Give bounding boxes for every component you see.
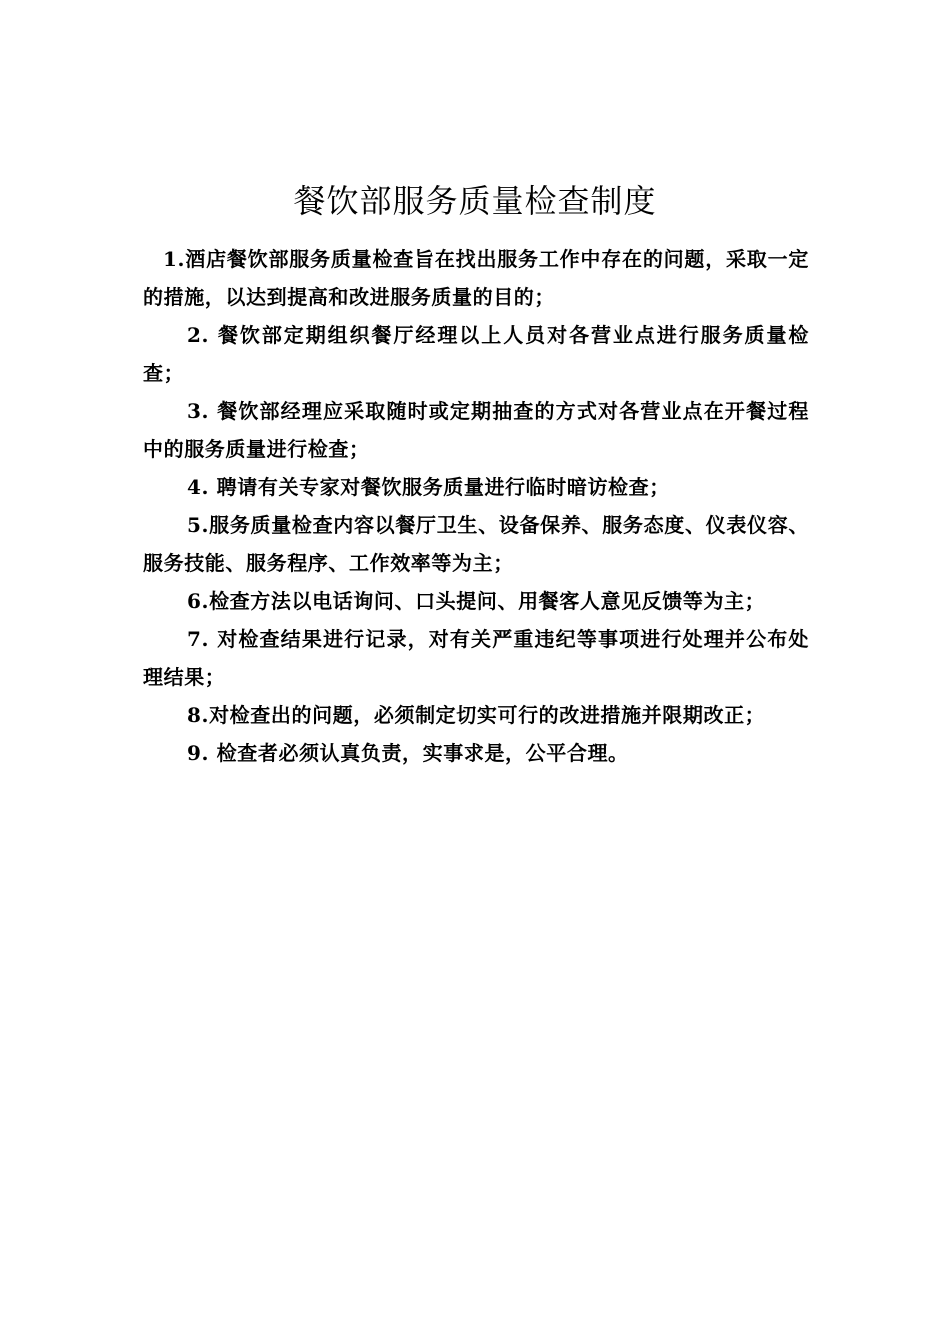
paragraph-3: 3. 餐饮部经理应采取随时或定期抽查的方式对各营业点在开餐过程中的服务质量进行检查；	[143, 399, 809, 461]
paragraph-2: 2. 餐饮部定期组织餐厅经理以上人员对各营业点进行服务质量检查；	[143, 323, 809, 385]
paragraph-7: 7. 对检查结果进行记录，对有关严重违纪等事项进行处理并公布处理结果；	[143, 627, 809, 689]
paragraph-5: 5.服务质量检查内容以餐厅卫生、设备保养、服务态度、仪表仪容、服务技能、服务程序、工作效率等为主；	[143, 513, 809, 575]
paragraph-8: 8.对检查出的问题，必须制定切实可行的改进措施并限期改正；	[187, 703, 766, 727]
document-title: 餐饮部服务质量检查制度	[293, 182, 657, 220]
paragraph-6: 6.检查方法以电话询问、口头提问、用餐客人意见反馈等为主；	[187, 589, 766, 613]
paragraph-9: 9. 检查者必须认真负责，实事求是，公平合理。	[187, 741, 629, 765]
paragraph-4: 4. 聘请有关专家对餐饮服务质量进行临时暗访检查；	[187, 475, 670, 499]
document-body	[143, 240, 809, 772]
paragraph-1: 1.酒店餐饮部服务质量检查旨在找出服务工作中存在的问题，采取一定的措施，以达到提高和改进服务质量的目的；	[143, 247, 809, 309]
